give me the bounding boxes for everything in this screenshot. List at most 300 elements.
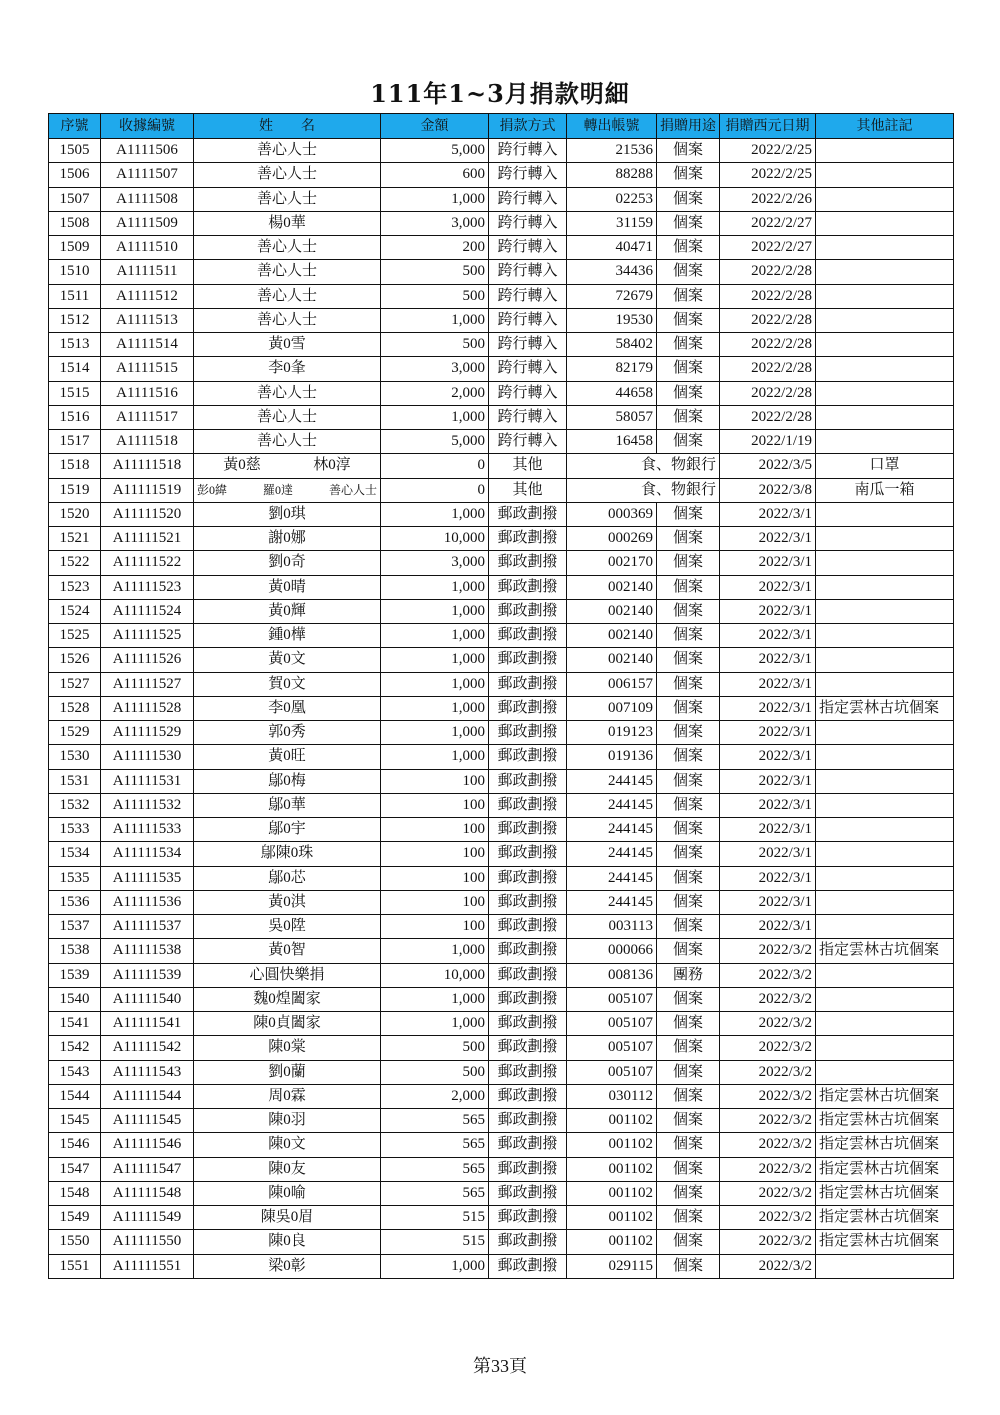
cell-no: 1520 [49, 502, 101, 526]
cell-note: 指定雲林古坑個案 [816, 1109, 954, 1133]
table-row [49, 1181, 954, 1205]
cell-date: 2022/2/28 [720, 381, 816, 405]
cell-method: 郵政劃撥 [489, 575, 567, 599]
cell-account: 029115 [567, 1254, 657, 1278]
cell-purpose: 個案 [657, 1181, 720, 1205]
cell-receipt: A11111536 [101, 890, 194, 914]
table-row [49, 478, 954, 502]
cell-account: 244145 [567, 842, 657, 866]
cell-account: 006157 [567, 672, 657, 696]
cell-purpose: 個案 [657, 696, 720, 720]
cell-note: 指定雲林古坑個案 [816, 1206, 954, 1230]
cell-note [816, 624, 954, 648]
cell-name: 善心人士 [194, 405, 381, 429]
cell-method: 郵政劃撥 [489, 1254, 567, 1278]
table-row [49, 430, 954, 454]
cell-date: 2022/3/1 [720, 915, 816, 939]
cell-receipt: A11111547 [101, 1157, 194, 1181]
cell-purpose: 個案 [657, 1157, 720, 1181]
cell-receipt: A11111546 [101, 1133, 194, 1157]
cell-account: 002140 [567, 575, 657, 599]
cell-purpose: 個案 [657, 866, 720, 890]
cell-method: 其他 [489, 454, 567, 478]
donor-name: 羅0達 [262, 482, 293, 497]
donor-name: 黃0慈 [223, 457, 261, 474]
cell-note: 指定雲林古坑個案 [816, 1133, 954, 1157]
cell-amount: 500 [381, 1060, 489, 1084]
table-row [49, 890, 954, 914]
cell-date: 2022/3/1 [720, 672, 816, 696]
cell-purpose: 個案 [657, 405, 720, 429]
cell-receipt: A1111517 [101, 405, 194, 429]
col-header-amount: 金額 [381, 114, 489, 139]
col-header-date: 捐贈西元日期 [720, 114, 816, 139]
cell-receipt: A1111514 [101, 333, 194, 357]
cell-purpose: 個案 [657, 260, 720, 284]
table-row [49, 1206, 954, 1230]
cell-receipt: A1111508 [101, 187, 194, 211]
cell-method: 郵政劃撥 [489, 1157, 567, 1181]
cell-account: 72679 [567, 284, 657, 308]
cell-note [816, 381, 954, 405]
cell-amount: 1,000 [381, 939, 489, 963]
table-row [49, 987, 954, 1011]
cell-account: 001102 [567, 1109, 657, 1133]
table-row [49, 502, 954, 526]
cell-note [816, 1036, 954, 1060]
cell-no: 1511 [49, 284, 101, 308]
cell-receipt: A11111526 [101, 648, 194, 672]
cell-name: 鄔0芯 [194, 866, 381, 890]
cell-amount: 0 [381, 454, 489, 478]
cell-date: 2022/2/28 [720, 405, 816, 429]
table-row [49, 745, 954, 769]
cell-no: 1529 [49, 721, 101, 745]
cell-amount: 565 [381, 1133, 489, 1157]
cell-note [816, 551, 954, 575]
cell-date: 2022/1/19 [720, 430, 816, 454]
cell-note [816, 357, 954, 381]
cell-name: 李0夆 [194, 357, 381, 381]
cell-no: 1525 [49, 624, 101, 648]
cell-no: 1539 [49, 963, 101, 987]
cell-amount: 200 [381, 236, 489, 260]
cell-date: 2022/3/2 [720, 1109, 816, 1133]
cell-note [816, 260, 954, 284]
cell-receipt: A11111542 [101, 1036, 194, 1060]
table-row [49, 381, 954, 405]
cell-no: 1530 [49, 745, 101, 769]
cell-no: 1514 [49, 357, 101, 381]
cell-note [816, 333, 954, 357]
cell-purpose: 個案 [657, 502, 720, 526]
cell-receipt: A11111538 [101, 939, 194, 963]
cell-receipt: A11111535 [101, 866, 194, 890]
cell-account: 244145 [567, 866, 657, 890]
name-group [197, 454, 377, 477]
table-row [49, 236, 954, 260]
cell-note [816, 793, 954, 817]
table-row [49, 551, 954, 575]
cell-account: 000369 [567, 502, 657, 526]
cell-purpose: 個案 [657, 187, 720, 211]
cell-method: 郵政劃撥 [489, 1084, 567, 1108]
cell-method: 跨行轉入 [489, 163, 567, 187]
cell-method: 跨行轉入 [489, 405, 567, 429]
cell-account: 001102 [567, 1206, 657, 1230]
cell-date: 2022/2/25 [720, 139, 816, 163]
cell-name: 周0霖 [194, 1084, 381, 1108]
cell-purpose: 個案 [657, 139, 720, 163]
cell-account: 001102 [567, 1181, 657, 1205]
cell-method: 郵政劃撥 [489, 1181, 567, 1205]
name-group [197, 479, 377, 502]
cell-name [194, 478, 381, 502]
cell-method: 跨行轉入 [489, 381, 567, 405]
table-row [49, 575, 954, 599]
cell-purpose: 個案 [657, 211, 720, 235]
donor-name: 彭0緯 [197, 482, 228, 497]
col-header-receipt: 收據編號 [101, 114, 194, 139]
cell-account: 16458 [567, 430, 657, 454]
cell-receipt: A11111518 [101, 454, 194, 478]
cell-receipt: A1111511 [101, 260, 194, 284]
cell-receipt: A1111506 [101, 139, 194, 163]
cell-name: 鍾0樺 [194, 624, 381, 648]
cell-date: 2022/3/1 [720, 551, 816, 575]
cell-note [816, 866, 954, 890]
cell-method: 郵政劃撥 [489, 769, 567, 793]
col-header-note: 其他註記 [816, 114, 954, 139]
table-row [49, 139, 954, 163]
cell-receipt: A11111521 [101, 527, 194, 551]
cell-date: 2022/2/27 [720, 236, 816, 260]
cell-note [816, 1012, 954, 1036]
page-title: 111年1~3月捐款明細 [370, 79, 630, 108]
cell-amount: 100 [381, 842, 489, 866]
table-body [49, 139, 954, 1279]
cell-account: 58057 [567, 405, 657, 429]
cell-amount: 100 [381, 769, 489, 793]
cell-method: 郵政劃撥 [489, 551, 567, 575]
cell-purpose: 個案 [657, 333, 720, 357]
table-row [49, 284, 954, 308]
cell-amount: 1,000 [381, 624, 489, 648]
cell-name: 陳0良 [194, 1230, 381, 1254]
cell-amount: 5,000 [381, 430, 489, 454]
cell-name: 陳0喻 [194, 1181, 381, 1205]
cell-name: 鄔0宇 [194, 818, 381, 842]
cell-name: 黃0雪 [194, 333, 381, 357]
cell-receipt: A11111551 [101, 1254, 194, 1278]
cell-no: 1532 [49, 793, 101, 817]
cell-purpose: 個案 [657, 1084, 720, 1108]
cell-account: 19530 [567, 308, 657, 332]
cell-name: 黃0智 [194, 939, 381, 963]
table-row [49, 1133, 954, 1157]
cell-date: 2022/3/2 [720, 1012, 816, 1036]
cell-amount: 1,000 [381, 745, 489, 769]
cell-no: 1550 [49, 1230, 101, 1254]
cell-no: 1544 [49, 1084, 101, 1108]
cell-date: 2022/3/2 [720, 1230, 816, 1254]
cell-name: 善心人士 [194, 187, 381, 211]
cell-account: 82179 [567, 357, 657, 381]
table-row [49, 1036, 954, 1060]
cell-note [816, 211, 954, 235]
cell-amount: 1,000 [381, 721, 489, 745]
cell-no: 1528 [49, 696, 101, 720]
cell-receipt: A11111523 [101, 575, 194, 599]
cell-date: 2022/3/1 [720, 745, 816, 769]
cell-date: 2022/3/1 [720, 624, 816, 648]
cell-purpose: 個案 [657, 1109, 720, 1133]
cell-name: 善心人士 [194, 430, 381, 454]
cell-name: 陳0棠 [194, 1036, 381, 1060]
cell-no: 1512 [49, 308, 101, 332]
cell-note: 指定雲林古坑個案 [816, 1181, 954, 1205]
cell-no: 1513 [49, 333, 101, 357]
cell-date: 2022/3/2 [720, 1036, 816, 1060]
cell-no: 1548 [49, 1181, 101, 1205]
cell-purpose: 個案 [657, 381, 720, 405]
cell-receipt: A11111528 [101, 696, 194, 720]
cell-amount: 2,000 [381, 1084, 489, 1108]
cell-date: 2022/2/26 [720, 187, 816, 211]
table-row [49, 211, 954, 235]
cell-no: 1506 [49, 163, 101, 187]
table-row [49, 721, 954, 745]
cell-method: 跨行轉入 [489, 308, 567, 332]
cell-note [816, 1060, 954, 1084]
cell-account: 244145 [567, 793, 657, 817]
cell-amount: 1,000 [381, 696, 489, 720]
cell-name: 陳0文 [194, 1133, 381, 1157]
cell-method: 郵政劃撥 [489, 842, 567, 866]
cell-date: 2022/3/1 [720, 575, 816, 599]
table-row [49, 866, 954, 890]
cell-account: 019136 [567, 745, 657, 769]
cell-no: 1536 [49, 890, 101, 914]
cell-purpose: 個案 [657, 1060, 720, 1084]
cell-purpose: 個案 [657, 915, 720, 939]
cell-method: 郵政劃撥 [489, 527, 567, 551]
cell-account: 005107 [567, 1060, 657, 1084]
cell-amount: 1,000 [381, 308, 489, 332]
cell-account: 21536 [567, 139, 657, 163]
cell-purpose: 個案 [657, 624, 720, 648]
table-row [49, 1084, 954, 1108]
cell-no: 1524 [49, 599, 101, 623]
cell-merged-account-purpose: 食、物銀行 [567, 454, 720, 478]
cell-purpose: 個案 [657, 1036, 720, 1060]
cell-no: 1543 [49, 1060, 101, 1084]
cell-name: 黃0淇 [194, 890, 381, 914]
cell-purpose: 個案 [657, 818, 720, 842]
cell-note [816, 430, 954, 454]
cell-name: 劉0蘭 [194, 1060, 381, 1084]
cell-amount: 10,000 [381, 963, 489, 987]
cell-name: 陳吳0眉 [194, 1206, 381, 1230]
cell-amount: 1,000 [381, 405, 489, 429]
cell-receipt: A1111512 [101, 284, 194, 308]
cell-note: 指定雲林古坑個案 [816, 1230, 954, 1254]
cell-receipt: A11111530 [101, 745, 194, 769]
cell-amount: 1,000 [381, 1254, 489, 1278]
cell-note [816, 187, 954, 211]
cell-account: 000269 [567, 527, 657, 551]
cell-date: 2022/3/2 [720, 939, 816, 963]
table-row [49, 1157, 954, 1181]
cell-name: 陳0羽 [194, 1109, 381, 1133]
cell-amount: 3,000 [381, 357, 489, 381]
cell-date: 2022/3/2 [720, 1084, 816, 1108]
cell-account: 001102 [567, 1230, 657, 1254]
table-row [49, 454, 954, 478]
cell-method: 郵政劃撥 [489, 939, 567, 963]
cell-note [816, 818, 954, 842]
cell-no: 1519 [49, 478, 101, 502]
cell-method: 郵政劃撥 [489, 648, 567, 672]
cell-purpose: 團務 [657, 963, 720, 987]
cell-name: 善心人士 [194, 284, 381, 308]
cell-purpose: 個案 [657, 842, 720, 866]
cell-no: 1537 [49, 915, 101, 939]
cell-method: 郵政劃撥 [489, 1060, 567, 1084]
cell-amount: 100 [381, 915, 489, 939]
cell-receipt: A11111537 [101, 915, 194, 939]
table-row [49, 624, 954, 648]
cell-method: 郵政劃撥 [489, 1206, 567, 1230]
cell-date: 2022/3/2 [720, 1181, 816, 1205]
cell-amount: 565 [381, 1157, 489, 1181]
page-number: 第33頁 [473, 1356, 527, 1376]
cell-name: 劉0琪 [194, 502, 381, 526]
table-row [49, 672, 954, 696]
donor-name: 林0淳 [313, 457, 351, 474]
cell-method: 跨行轉入 [489, 357, 567, 381]
cell-note [816, 599, 954, 623]
cell-date: 2022/3/5 [720, 454, 816, 478]
cell-date: 2022/3/2 [720, 1133, 816, 1157]
cell-amount: 565 [381, 1109, 489, 1133]
cell-receipt: A1111509 [101, 211, 194, 235]
table-row [49, 308, 954, 332]
cell-amount: 100 [381, 866, 489, 890]
cell-account: 44658 [567, 381, 657, 405]
cell-note [816, 987, 954, 1011]
col-header-account: 轉出帳號 [567, 114, 657, 139]
cell-method: 郵政劃撥 [489, 866, 567, 890]
cell-method: 郵政劃撥 [489, 721, 567, 745]
cell-date: 2022/2/28 [720, 308, 816, 332]
table-row [49, 818, 954, 842]
cell-date: 2022/3/2 [720, 1206, 816, 1230]
cell-purpose: 個案 [657, 769, 720, 793]
table-row [49, 163, 954, 187]
cell-note: 南瓜一箱 [816, 478, 954, 502]
table-row [49, 1109, 954, 1133]
cell-receipt: A11111525 [101, 624, 194, 648]
table-row [49, 915, 954, 939]
cell-note [816, 721, 954, 745]
cell-name: 陳0貞闔家 [194, 1012, 381, 1036]
cell-name: 善心人士 [194, 236, 381, 260]
cell-note [816, 963, 954, 987]
cell-method: 郵政劃撥 [489, 890, 567, 914]
table-row [49, 939, 954, 963]
cell-name: 鄔0華 [194, 793, 381, 817]
cell-account: 005107 [567, 1012, 657, 1036]
cell-no: 1549 [49, 1206, 101, 1230]
table-row [49, 793, 954, 817]
cell-amount: 600 [381, 163, 489, 187]
cell-purpose: 個案 [657, 284, 720, 308]
cell-purpose: 個案 [657, 721, 720, 745]
cell-amount: 500 [381, 1036, 489, 1060]
cell-method: 郵政劃撥 [489, 624, 567, 648]
cell-receipt: A1111510 [101, 236, 194, 260]
cell-no: 1535 [49, 866, 101, 890]
cell-date: 2022/3/1 [720, 842, 816, 866]
cell-no: 1542 [49, 1036, 101, 1060]
cell-purpose: 個案 [657, 163, 720, 187]
cell-method: 跨行轉入 [489, 236, 567, 260]
cell-no: 1515 [49, 381, 101, 405]
table-row [49, 187, 954, 211]
cell-no: 1527 [49, 672, 101, 696]
cell-no: 1534 [49, 842, 101, 866]
cell-purpose: 個案 [657, 430, 720, 454]
cell-name: 善心人士 [194, 260, 381, 284]
cell-amount: 515 [381, 1206, 489, 1230]
cell-account: 030112 [567, 1084, 657, 1108]
cell-account: 001102 [567, 1157, 657, 1181]
cell-name: 心圓快樂捐 [194, 963, 381, 987]
cell-method: 郵政劃撥 [489, 1133, 567, 1157]
cell-date: 2022/3/2 [720, 1157, 816, 1181]
cell-receipt: A1111515 [101, 357, 194, 381]
cell-no: 1540 [49, 987, 101, 1011]
cell-date: 2022/3/1 [720, 502, 816, 526]
donor-name: 善心人士 [328, 482, 377, 497]
cell-no: 1521 [49, 527, 101, 551]
cell-method: 郵政劃撥 [489, 1109, 567, 1133]
cell-receipt: A11111534 [101, 842, 194, 866]
cell-date: 2022/3/1 [720, 818, 816, 842]
cell-date: 2022/3/1 [720, 648, 816, 672]
cell-no: 1533 [49, 818, 101, 842]
cell-receipt: A11111539 [101, 963, 194, 987]
cell-name: 郭0秀 [194, 721, 381, 745]
cell-method: 跨行轉入 [489, 333, 567, 357]
cell-amount: 3,000 [381, 211, 489, 235]
cell-amount: 565 [381, 1181, 489, 1205]
cell-amount: 2,000 [381, 381, 489, 405]
cell-no: 1523 [49, 575, 101, 599]
cell-date: 2022/3/1 [720, 696, 816, 720]
cell-receipt: A11111541 [101, 1012, 194, 1036]
cell-date: 2022/3/1 [720, 793, 816, 817]
cell-note [816, 163, 954, 187]
cell-name: 善心人士 [194, 308, 381, 332]
cell-name [194, 454, 381, 478]
cell-note: 口罩 [816, 454, 954, 478]
cell-name: 謝0娜 [194, 527, 381, 551]
cell-method: 跨行轉入 [489, 260, 567, 284]
cell-no: 1505 [49, 139, 101, 163]
cell-note: 指定雲林古坑個案 [816, 696, 954, 720]
